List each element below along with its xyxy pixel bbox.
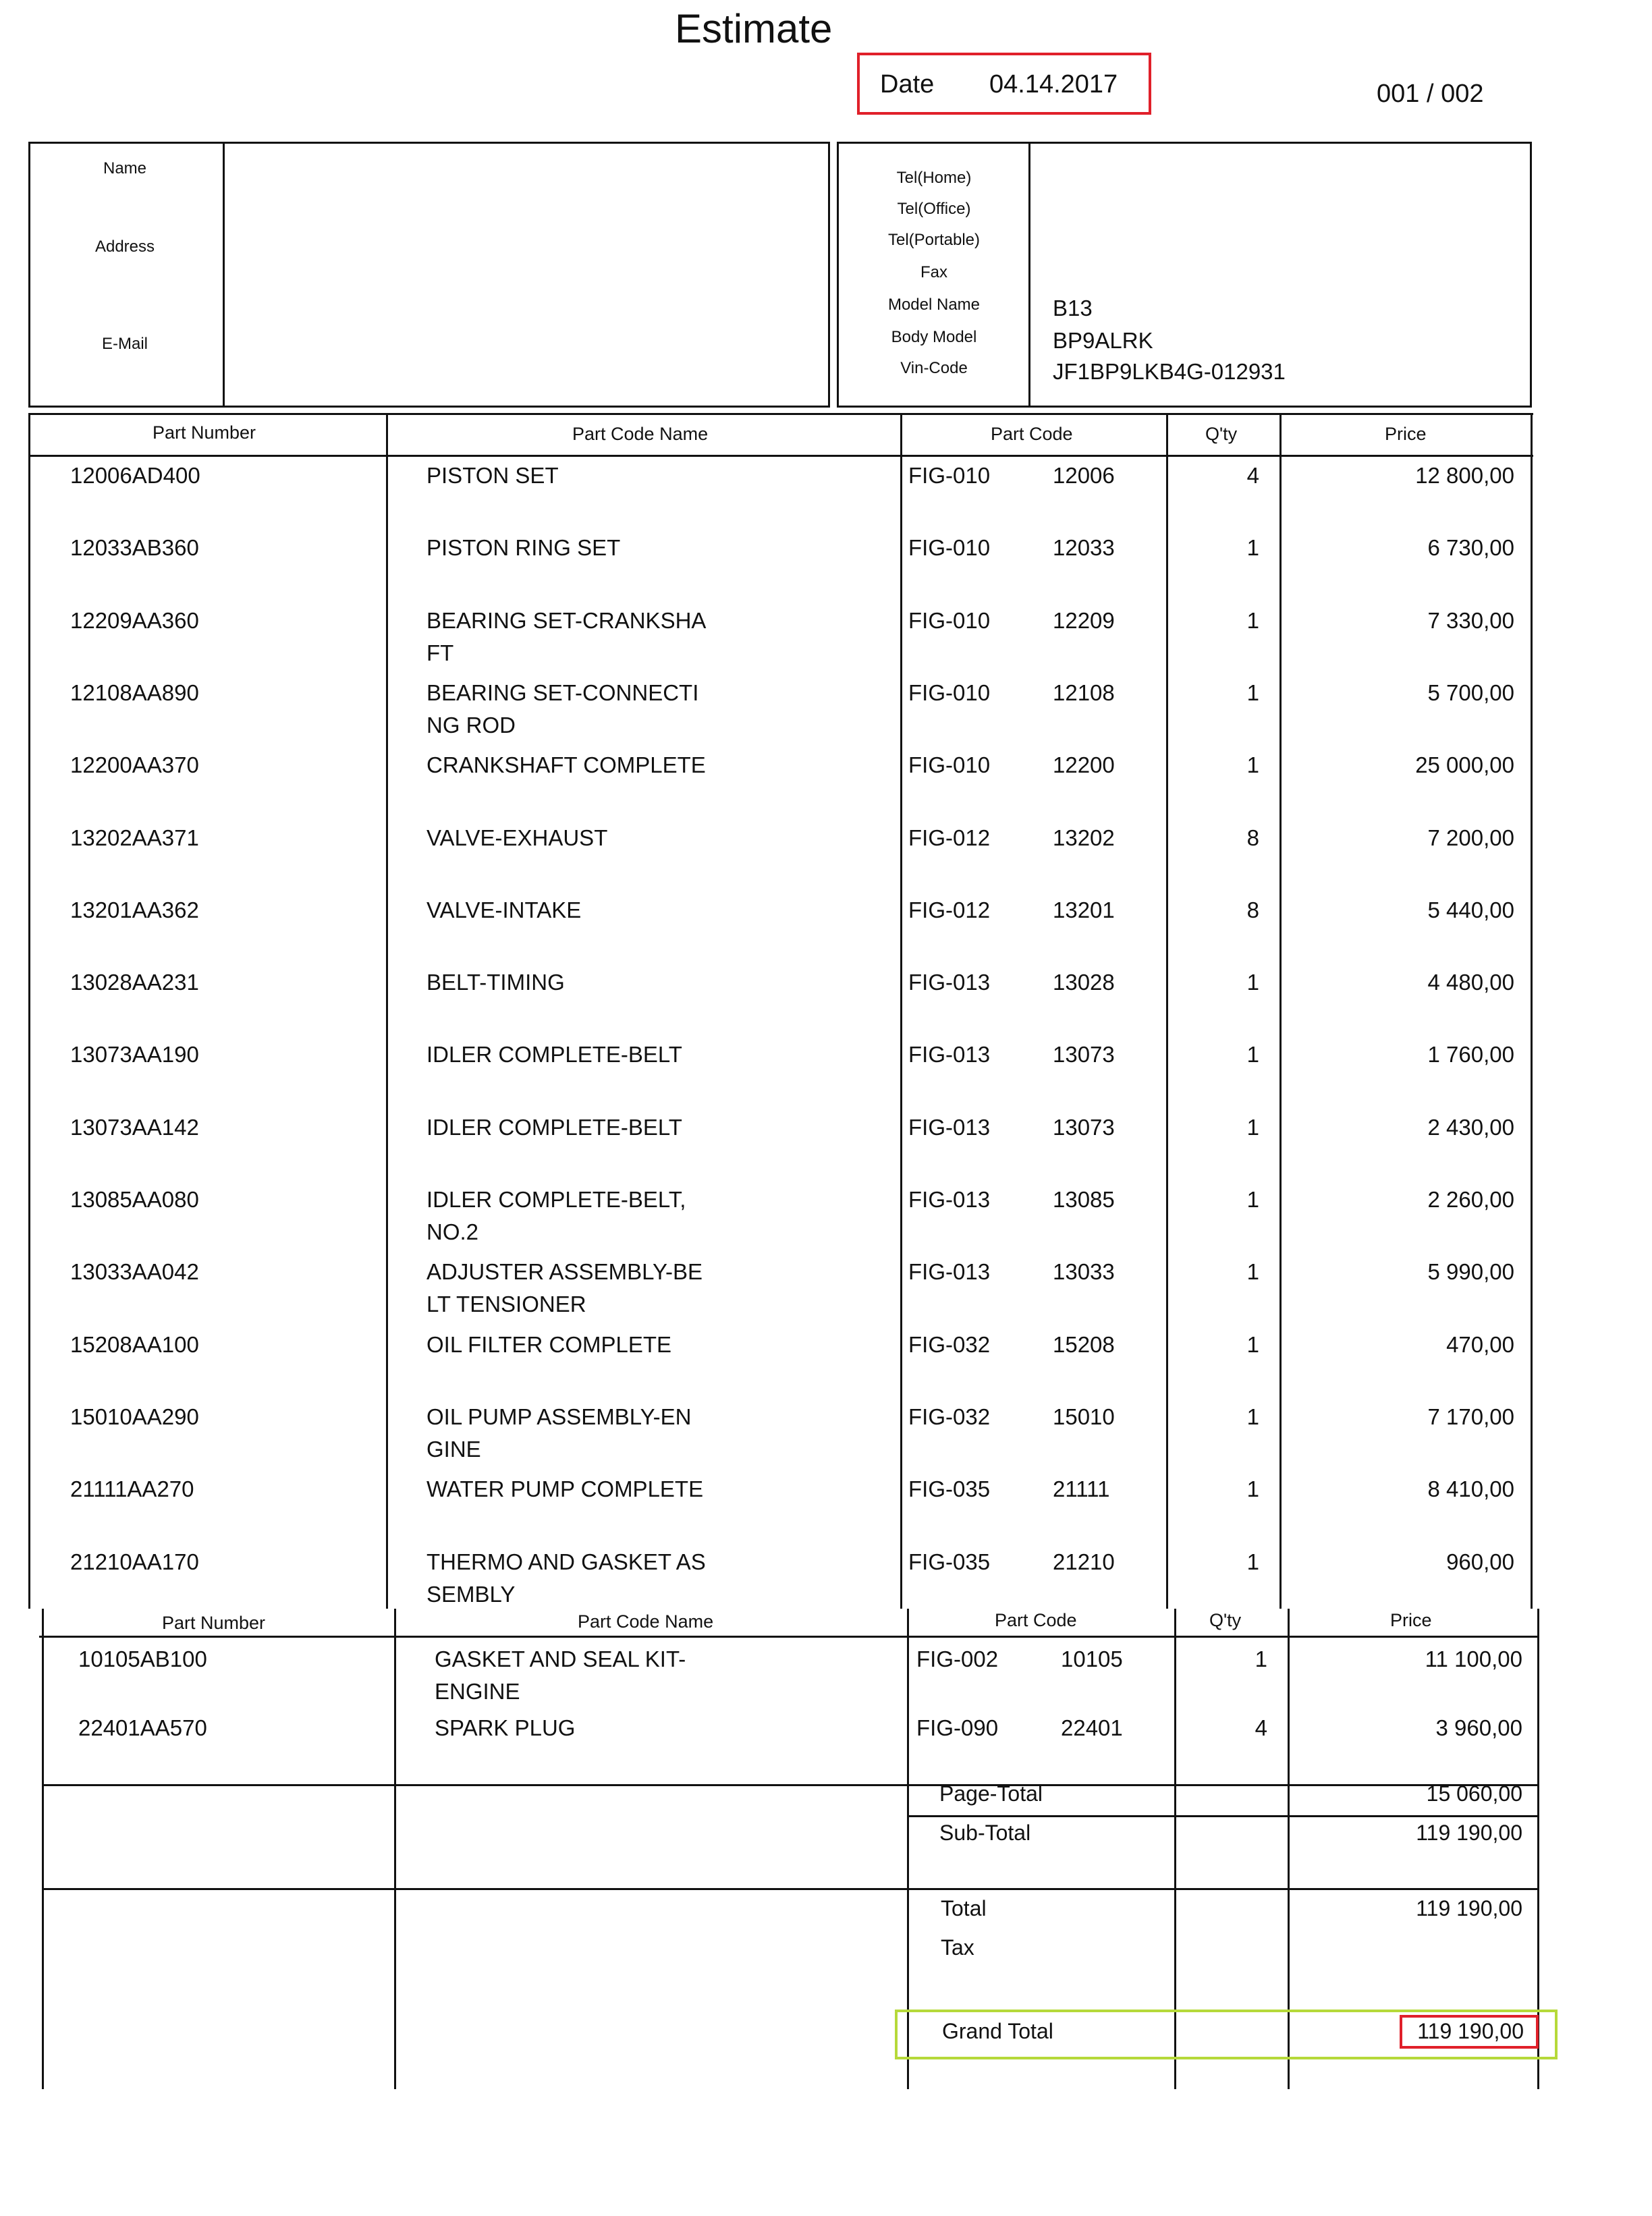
fax-label: Fax bbox=[920, 263, 947, 281]
header-qty: Q'ty bbox=[1205, 424, 1238, 444]
price: 12 800,00 bbox=[1415, 463, 1514, 488]
model-name-label: Model Name bbox=[887, 296, 981, 314]
address-label: Address bbox=[94, 238, 155, 256]
price: 470,00 bbox=[1446, 1331, 1514, 1357]
body-model-value: BP9ALRK bbox=[1053, 328, 1153, 353]
part-name-line2: FT bbox=[426, 640, 454, 665]
tel-office-label: Tel(Office) bbox=[897, 200, 971, 218]
part-number: 13202AA371 bbox=[70, 825, 199, 850]
header2-part-number: Part Number bbox=[162, 1613, 266, 1633]
fig-code: FIG-012 bbox=[908, 825, 991, 850]
part-name-line1: GASKET AND SEAL KIT- bbox=[435, 1646, 686, 1671]
fig-code: FIG-010 bbox=[908, 535, 991, 561]
part-name-line1: OIL PUMP ASSEMBLY-EN bbox=[426, 1404, 692, 1429]
fig-code: FIG-032 bbox=[908, 1404, 991, 1429]
total-value: 119 190,00 bbox=[1416, 1896, 1522, 1920]
part-number: 12209AA360 bbox=[70, 607, 199, 633]
vin-code-label: Vin-Code bbox=[900, 359, 968, 377]
part-code: 21111 bbox=[1053, 1476, 1110, 1502]
part-name-line1: BEARING SET-CRANKSHA bbox=[426, 607, 707, 633]
part-name-line1: IDLER COMPLETE-BELT bbox=[426, 1042, 682, 1068]
part-number: 13201AA362 bbox=[70, 897, 199, 922]
qty: 1 bbox=[1255, 1646, 1267, 1671]
part-name-line1: THERMO AND GASKET AS bbox=[426, 1549, 706, 1574]
grand-total-label: Grand Total bbox=[942, 2019, 1053, 2043]
part-name-line2: GINE bbox=[426, 1436, 481, 1462]
page-total-value: 15 060,00 bbox=[1426, 1781, 1522, 1806]
fig-code: FIG-035 bbox=[908, 1549, 991, 1574]
part-code: 12200 bbox=[1053, 752, 1115, 778]
part-code: 12108 bbox=[1053, 680, 1115, 705]
price: 7 170,00 bbox=[1427, 1404, 1514, 1429]
qty: 1 bbox=[1246, 1331, 1259, 1357]
price: 8 410,00 bbox=[1427, 1476, 1514, 1502]
part-code: 21210 bbox=[1053, 1549, 1115, 1574]
qty: 4 bbox=[1255, 1715, 1267, 1740]
page-total-border bbox=[907, 1815, 1537, 1817]
part-name-line1: VALVE-EXHAUST bbox=[426, 825, 608, 850]
sub-total-label: Sub-Total bbox=[939, 1821, 1031, 1845]
qty: 1 bbox=[1246, 1404, 1259, 1429]
part-number: 22401AA570 bbox=[78, 1715, 207, 1740]
part-code: 13085 bbox=[1053, 1187, 1115, 1212]
part-number: 13085AA080 bbox=[70, 1187, 199, 1212]
qty: 1 bbox=[1246, 1259, 1259, 1285]
header2-qty: Q'ty bbox=[1209, 1610, 1242, 1630]
part-code: 15208 bbox=[1053, 1331, 1115, 1357]
vehicle-divider bbox=[1028, 143, 1030, 406]
part-name-line1: OIL FILTER COMPLETE bbox=[426, 1331, 672, 1357]
part-code: 15010 bbox=[1053, 1404, 1115, 1429]
header-price: Price bbox=[1385, 424, 1427, 444]
section2-left-border bbox=[42, 1609, 44, 2089]
customer-box bbox=[28, 142, 830, 408]
part-code: 10105 bbox=[1061, 1646, 1123, 1671]
price: 1 760,00 bbox=[1427, 1042, 1514, 1068]
part-number: 12006AD400 bbox=[70, 463, 200, 488]
page-number: 001 / 002 bbox=[1377, 80, 1484, 108]
table-col-divider-4 bbox=[1279, 413, 1282, 1609]
fig-code: FIG-012 bbox=[908, 897, 991, 922]
section2-header-border bbox=[39, 1636, 1539, 1638]
part-name-line2: NG ROD bbox=[426, 712, 516, 738]
qty: 1 bbox=[1246, 680, 1259, 705]
total-label: Total bbox=[941, 1896, 987, 1920]
table-left-border bbox=[28, 413, 30, 1609]
part-code: 13073 bbox=[1053, 1042, 1115, 1068]
price: 2 430,00 bbox=[1427, 1114, 1514, 1140]
part-code: 12033 bbox=[1053, 535, 1115, 561]
qty: 1 bbox=[1246, 535, 1259, 561]
fig-code: FIG-032 bbox=[908, 1331, 991, 1357]
header2-part-code: Part Code bbox=[995, 1610, 1077, 1630]
table-col-divider-3 bbox=[1166, 413, 1168, 1609]
header2-price: Price bbox=[1390, 1610, 1432, 1630]
part-number: 10105AB100 bbox=[78, 1646, 207, 1671]
part-code: 13202 bbox=[1053, 825, 1115, 850]
qty: 1 bbox=[1246, 752, 1259, 778]
page-total-label: Page-Total bbox=[939, 1781, 1043, 1806]
table-col-divider-2 bbox=[900, 413, 902, 1609]
price: 2 260,00 bbox=[1427, 1187, 1514, 1212]
page-title: Estimate bbox=[675, 6, 833, 51]
table-header-border bbox=[28, 455, 1533, 457]
part-number: 13033AA042 bbox=[70, 1259, 199, 1285]
qty: 1 bbox=[1246, 1114, 1259, 1140]
part-name-line1: BELT-TIMING bbox=[426, 970, 565, 995]
fig-code: FIG-035 bbox=[908, 1476, 991, 1502]
part-number: 12108AA890 bbox=[70, 680, 199, 705]
date-value: 04.14.2017 bbox=[989, 70, 1118, 99]
part-name-line2: ENGINE bbox=[435, 1679, 520, 1704]
price: 25 000,00 bbox=[1415, 752, 1514, 778]
part-number: 15208AA100 bbox=[70, 1331, 199, 1357]
customer-divider bbox=[223, 143, 225, 406]
qty: 1 bbox=[1246, 970, 1259, 995]
fig-code: FIG-013 bbox=[908, 1114, 991, 1140]
tel-portable-label: Tel(Portable) bbox=[887, 231, 981, 249]
price: 7 330,00 bbox=[1427, 607, 1514, 633]
tax-label: Tax bbox=[941, 1935, 974, 1960]
date-label: Date bbox=[880, 70, 935, 99]
name-label: Name bbox=[103, 159, 147, 177]
sub-total-value: 119 190,00 bbox=[1416, 1821, 1522, 1845]
part-name-line1: VALVE-INTAKE bbox=[426, 897, 582, 922]
qty: 4 bbox=[1246, 463, 1259, 488]
subtotal-bottom-border bbox=[42, 1888, 1537, 1890]
part-number: 12033AB360 bbox=[70, 535, 199, 561]
body-model-label: Body Model bbox=[891, 328, 977, 346]
table-col-divider-1 bbox=[386, 413, 388, 1609]
fig-code: FIG-002 bbox=[916, 1646, 999, 1671]
price: 5 440,00 bbox=[1427, 897, 1514, 922]
part-name-line1: IDLER COMPLETE-BELT bbox=[426, 1114, 682, 1140]
part-name-line2: LT TENSIONER bbox=[426, 1292, 586, 1317]
model-name-value: B13 bbox=[1053, 296, 1093, 321]
part-name-line1: WATER PUMP COMPLETE bbox=[426, 1476, 704, 1502]
price: 3 960,00 bbox=[1435, 1715, 1522, 1740]
part-number: 13073AA190 bbox=[70, 1042, 199, 1068]
price: 5 700,00 bbox=[1427, 680, 1514, 705]
part-code: 13073 bbox=[1053, 1114, 1115, 1140]
header2-part-code-name: Part Code Name bbox=[578, 1611, 714, 1632]
tel-home-label: Tel(Home) bbox=[896, 169, 972, 187]
fig-code: FIG-090 bbox=[916, 1715, 999, 1740]
vin-code-value: JF1BP9LKB4G-012931 bbox=[1053, 359, 1286, 384]
grand-total-value: 119 190,00 bbox=[1417, 2019, 1524, 2043]
price: 4 480,00 bbox=[1427, 970, 1514, 995]
fig-code: FIG-010 bbox=[908, 752, 991, 778]
qty: 8 bbox=[1246, 897, 1259, 922]
fig-code: FIG-010 bbox=[908, 607, 991, 633]
fig-code: FIG-013 bbox=[908, 1187, 991, 1212]
part-code: 12209 bbox=[1053, 607, 1115, 633]
part-code: 13028 bbox=[1053, 970, 1115, 995]
qty: 1 bbox=[1246, 1187, 1259, 1212]
price: 11 100,00 bbox=[1425, 1646, 1522, 1671]
part-name-line1: ADJUSTER ASSEMBLY-BE bbox=[426, 1259, 703, 1285]
part-number: 21111AA270 bbox=[70, 1476, 194, 1502]
part-number: 21210AA170 bbox=[70, 1549, 199, 1574]
header-part-number: Part Number bbox=[153, 422, 256, 443]
qty: 1 bbox=[1246, 1476, 1259, 1502]
part-name-line1: SPARK PLUG bbox=[435, 1715, 576, 1740]
table-right-border bbox=[1531, 413, 1533, 1609]
price: 6 730,00 bbox=[1427, 535, 1514, 561]
fig-code: FIG-010 bbox=[908, 680, 991, 705]
part-code: 13201 bbox=[1053, 897, 1115, 922]
header-part-code: Part Code bbox=[991, 424, 1073, 444]
table-top-border bbox=[28, 413, 1533, 415]
part-name-line2: SEMBLY bbox=[426, 1581, 516, 1607]
part-name-line1: BEARING SET-CONNECTI bbox=[426, 680, 699, 705]
header-part-code-name: Part Code Name bbox=[572, 424, 709, 444]
qty: 1 bbox=[1246, 607, 1259, 633]
qty: 1 bbox=[1246, 1042, 1259, 1068]
part-name-line1: CRANKSHAFT COMPLETE bbox=[426, 752, 706, 778]
totals-top-border bbox=[42, 1784, 1537, 1786]
fig-code: FIG-013 bbox=[908, 1259, 991, 1285]
price: 960,00 bbox=[1446, 1549, 1514, 1574]
fig-code: FIG-013 bbox=[908, 970, 991, 995]
qty: 8 bbox=[1246, 825, 1259, 850]
part-name-line2: NO.2 bbox=[426, 1219, 479, 1244]
price: 7 200,00 bbox=[1427, 825, 1514, 850]
part-code: 13033 bbox=[1053, 1259, 1115, 1285]
fig-code: FIG-010 bbox=[908, 463, 991, 488]
section2-col-divider-1 bbox=[394, 1609, 396, 2089]
part-name-line1: PISTON RING SET bbox=[426, 535, 621, 561]
part-number: 13073AA142 bbox=[70, 1114, 199, 1140]
part-name-line1: IDLER COMPLETE-BELT, bbox=[426, 1187, 686, 1212]
email-label: E-Mail bbox=[101, 335, 148, 353]
qty: 1 bbox=[1246, 1549, 1259, 1574]
part-number: 13028AA231 bbox=[70, 970, 199, 995]
part-name-line1: PISTON SET bbox=[426, 463, 559, 488]
part-code: 22401 bbox=[1061, 1715, 1123, 1740]
part-number: 15010AA290 bbox=[70, 1404, 199, 1429]
part-number: 12200AA370 bbox=[70, 752, 199, 778]
part-code: 12006 bbox=[1053, 463, 1115, 488]
fig-code: FIG-013 bbox=[908, 1042, 991, 1068]
price: 5 990,00 bbox=[1427, 1259, 1514, 1285]
